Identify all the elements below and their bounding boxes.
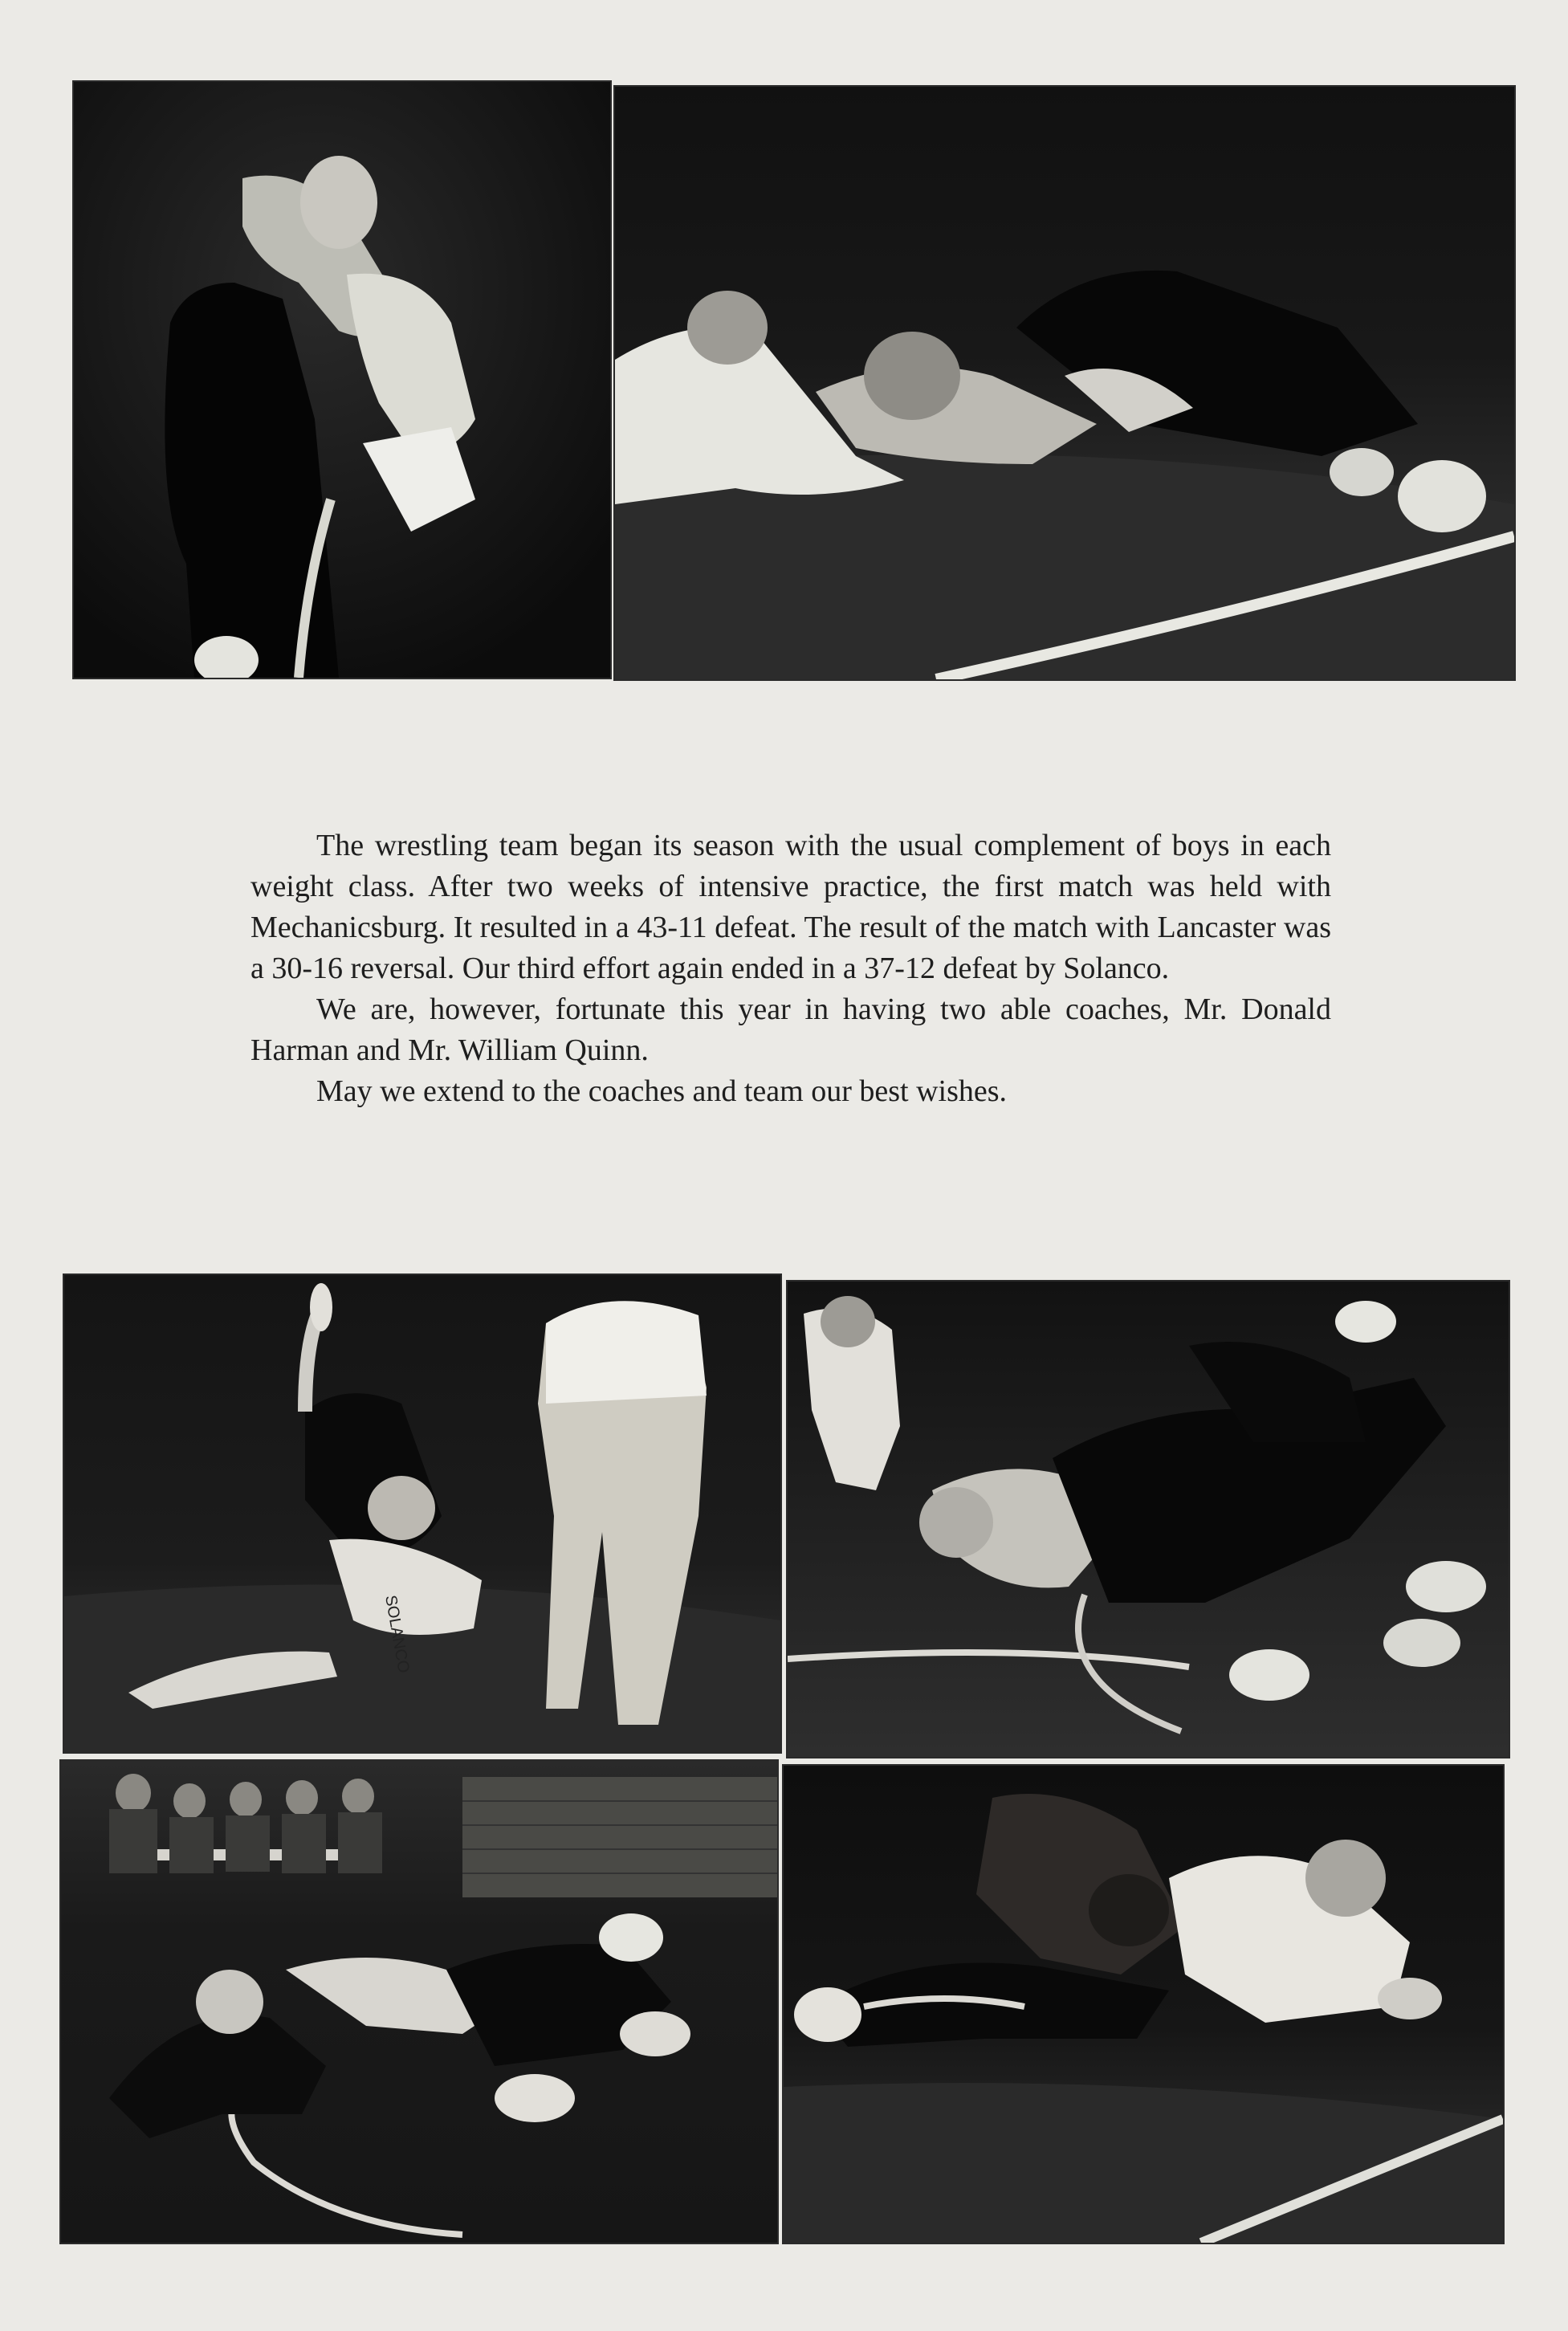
- article-paragraph: The wrestling team began its season with the usual complement of boys in each weight class. After two weeks of intensive practice, the first match was held with Mechanicsburg. It resulted in a 43-11 defeat. The result of the match with Lancaster was a 30-16 reversal. Our third effort again ended in a 37-12 defeat by Solanco.: [250, 829, 1331, 985]
- photo-match-judges-table: [61, 1761, 777, 2243]
- article-paragraph: We are, however, fortunate this year in having two able coaches, Mr. Donald Harman and Mr. William Quinn.: [250, 992, 1331, 1067]
- photo-pin-referee-crouching: [788, 1282, 1509, 1757]
- photo-mat-hold-referee: [615, 87, 1514, 679]
- photo-takedown-referee: [64, 1275, 780, 1752]
- photo-wrestler-riding: [784, 1766, 1503, 2243]
- article-paragraph: May we extend to the coaches and team our best wishes.: [316, 1074, 1008, 1108]
- photo-wrestler-lift: [74, 82, 610, 678]
- singlet-lettering: SOLANCO: [381, 1594, 413, 1675]
- article-body: [250, 825, 1331, 1112]
